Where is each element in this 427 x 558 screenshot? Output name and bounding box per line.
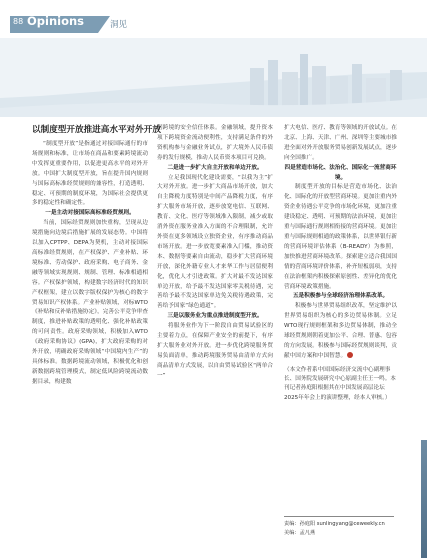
- article-title: 以制度型开放推进高水平对外开放: [32, 125, 161, 135]
- skyline-photo-graphic: [0, 38, 427, 117]
- side-decoration-strip: [421, 440, 427, 558]
- article-column-2: [157, 124, 273, 382]
- subheading: 五是积极参与全球经济治理体系改革。: [292, 293, 389, 300]
- author-note: （本文作者系中国国际经济交流中心副理事长、国务院发展研究中心原副主任王一鸣。本刊记者孙庭阳根据其在中国发展高层论坛2025年年会上的演讲整理，经本人审核。）: [284, 366, 396, 401]
- paragraph-text: 积极参与世界贸易组织改革，坚定维护以世界贸易组织为核心的多边贸易体制。立足WTO现行规则框架和多边贸易体制，推动全球经贸规则朝着更加公平、合理、普惠、包容的方向发展。积极参与国际经贸规则谈判，贡献中国方案和中国智慧。: [284, 303, 397, 359]
- paragraph-last: [284, 302, 397, 361]
- paragraph: 将服务业作为下一阶段自由贸易试验区的主要着力点，在保障产业安全的前提下，有序扩大服务业对外开放。进一步优化跨境服务贸易负面清单，推动跨境服务贸易由清单方式向商品清单方式发展，以自由贸易试验区“两单合一”: [157, 323, 273, 379]
- paragraph: 当前，国际经贸规则加快重构，呈现从边境措施向边境后措施扩展的发展态势。中国将以加入CPTPP、DEPA为契机，主动对接国际高标准经贸规则，在产权保护、产业补贴、环境标准、劳动保护、政府采购、电子商务、金融等领域实现规则、规制、管理、标准相通相容。产权保护领域，构建数字经济时代的知识产权框架，建立以数字版权保护为核心的数字贸易知识产权体系。产业补贴领域，对标WTO《补贴和反补贴措施协定》，完善公平竞争审查制度，推进补贴政策的透明化、强化补贴政策的可问责性。政府采购领域，积极加入WTO《政府采购协议》(GPA)，扩大政府采购的对外开放，明确政府采购领域“中国境内生产”的具体标准。数据跨境流动领域，积极优化和创新数据跨境管理模式，制定低风险跨境流动数据目录，构建数: [32, 220, 148, 385]
- page-header: [0, 0, 427, 38]
- article-column-3: [284, 124, 397, 403]
- paragraph: 扩大电信、医疗、教育等领域的开放试点。在北京、上海、天津、广州、深圳等主要城市推进全面对外开放服务贸易创新发展试点，逐步向全国推广。: [284, 125, 397, 161]
- end-mark-icon: [347, 352, 353, 358]
- subheading: 一是主动对接国际高标准经贸规则。: [45, 210, 135, 217]
- page-number: 88: [13, 17, 24, 26]
- editor-credit: 责编：孙庭阳 sunlingyang@ceweekly.cn: [284, 521, 385, 527]
- section-title-en: Opinions: [27, 14, 85, 28]
- paragraph: 制度型开放的目标是营造市场化、法治化、国际化的开放型营商环境。更加注重内外资企业待遇公平竞争的市场化环境，更加注重建设稳定、透明、可预期的法治环境，更加注重与国际通行规则相衔接的营商环境。更加注重与国际规则相通的政策体系，以世界银行新的营商环境评估体系（B-READY）为参照，加快推进营商环境改革。探索建立适合我国国情的营商环境评价体系，补齐短板弱项，支持在法治框架内积极探索原创性、差异化的优化营商环境政策措施。: [284, 184, 397, 290]
- subheading: 三是以服务业为重点推进制度型开放。: [167, 313, 263, 320]
- section-title-cn: 洞见: [110, 20, 128, 30]
- subheading: 四是营造市场化、法治化、国际化一流营商环境。: [284, 164, 397, 181]
- header-photo: [0, 38, 427, 117]
- designer-credit: 美编：孟凡燕: [284, 529, 316, 536]
- article-column-1: [32, 124, 161, 388]
- subheading: 二是进一步扩大自主开放和单边开放。: [167, 164, 263, 171]
- paragraph: 据跨境的安全信任体系。金融领域，提升资本项下跨境资金流动便利性，支持满足条件的外资机构参与金融业务试点，扩大境外人民币债券的发行规模，推动人民币资本项目可兑换。: [157, 125, 273, 161]
- paragraph: 立足我国现代化建设需要，“以我为主”扩大对外开放。进一步扩大商品市场开放，加大自主降税力度特别是中间产品降税力度，有序扩大服务市场开放，逐步放宽电信、互联网、教育、文化、医疗等领域准入限制，减少或取消外资在服务业准入方面的不合理限制，允许外资在更多领域设立独资企业，有序推动商品市场开放。进一步放宽要素准入门槛，推动资本、数据等要素自由流动，稳步扩大营商环境开放，深化外籍专业人才来华工作与居留便利化，优化人才引进政策。扩大对最不发达国家单边开放，给予最不发达国家零关税待遇，完善给予最不发达国家单边免关税待遇政策，完善给予国家“绿色通道”。: [157, 174, 273, 310]
- credits: [284, 516, 394, 537]
- paragraph: “制度型开放”是指通过对接国际通行的市场规则和标准，让市场在商品和要素跨境流动中发挥更重要作用，以促进更高水平的对外开放。中国扩大制度型开放，旨在提升国内规则与国际高标准经贸规则的兼容性，打造透明、稳定、可预期的制度环境，为国际社会提供更多的稳定性和确定性。: [32, 141, 148, 207]
